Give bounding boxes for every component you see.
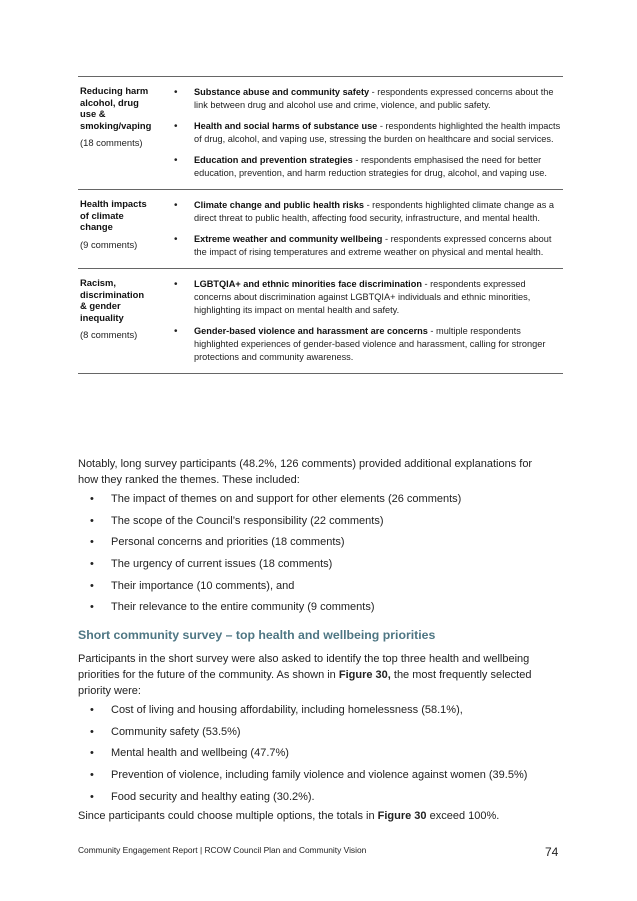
closing-paragraph [78,808,548,824]
theme-cell [78,190,158,268]
section-heading: Short community survey – top health and wellbeing priorities [78,628,436,642]
bullet-icon: • [90,601,94,614]
list-item-text: Prevention of violence, including family violence and violence against women (39.5%) [111,769,528,782]
list-item [90,745,550,761]
bullet-description: - respondents highlighted the health impacts of drug, alcohol, and vaping use, stressing the burden on healthcare and social services. [194,121,561,144]
theme-name-line: use & [80,108,106,119]
theme-name-line: smoking/vaping [80,119,152,131]
list-item-text: Food security and healthy eating (30.2%). [111,790,315,803]
figure-reference: Figure 30, [338,669,391,681]
paragraph-text: exceed 100%. [426,810,500,822]
theme-details [158,269,563,373]
list-item-text: Personal concerns and priorities (18 comments) [111,536,345,549]
list-item [90,599,550,615]
list-item [174,325,563,364]
list-item [90,491,550,507]
paragraph-text: the most frequently selected priority were: [78,669,532,697]
reasons-list [90,491,550,621]
bullet-icon: • [174,121,178,132]
list-item [90,556,550,572]
theme-name-line: & gender [80,300,121,311]
theme-comment-count: (9 comments) [80,238,138,250]
list-item [90,534,550,550]
theme-details [158,190,563,268]
paragraph-text: Participants in the short survey were also asked to identify the top three health and wellbeing priorities for the future of the community. As shown in [78,653,530,681]
bullet-icon: • [90,790,94,803]
bullet-icon: • [174,87,178,98]
list-item [90,578,550,594]
list-item-text: The impact of themes on and support for other elements (26 comments) [111,493,462,505]
priorities-list [90,702,550,810]
intro-paragraph: Notably, long survey participants (48.2%, 126 comments) provided additional explanations for how they ranked the themes. These included: [78,458,533,486]
theme-name-line: discrimination [80,288,145,300]
bullet-description: - respondents expressed concerns about the impact of rising temperatures and extreme weather on physical and mental health. [194,234,552,257]
list-item-text: The urgency of current issues (18 comments) [111,558,333,571]
theme-name-line: inequality [80,311,124,323]
themes-table [78,76,563,374]
list-item-text: Their relevance to the entire community (9 comments) [111,601,375,614]
theme-name-line: Racism, [80,277,116,288]
bullet-icon: • [90,769,94,782]
theme-details [158,77,563,189]
footer-text: Community Engagement Report | RCOW Council Plan and Community Vision [78,845,367,855]
theme-name-line: of climate [80,209,124,221]
bullet-icon: • [90,579,94,592]
list-item-text: Community safety (53.5%) [111,725,241,738]
list-item [174,199,563,225]
bullet-icon: • [174,234,178,245]
theme-comment-count: (18 comments) [80,137,143,148]
paragraph-text: Since participants could choose multiple options, the totals in [78,810,378,822]
bullet-heading: Substance abuse and community safety [194,87,370,97]
list-item [90,789,550,805]
list-item [90,513,550,529]
bullet-description: - multiple respondents highlighted experiences of gender-based violence and harassment, calling for stronger protections and community awareness. [194,326,546,362]
bullet-icon: • [90,725,94,738]
bullet-icon: • [90,536,94,549]
theme-name-line: alcohol, drug [80,96,139,108]
bullet-icon: • [174,326,178,337]
bullet-heading: Gender-based violence and harassment are concerns [194,326,428,336]
bullet-description: - respondents expressed concerns about discrimination against LGBTQIA+ individuals and ethnic minorities, highlighting its impact on mental health and safety. [194,279,531,315]
list-item [90,702,550,718]
bullet-description: - respondents highlighted climate change as a direct threat to public health, affecting food security, infrastructure, and mental health. [194,200,555,223]
list-item-text: Mental health and wellbeing (47.7%) [111,747,289,760]
bullet-icon: • [174,155,178,166]
list-item [174,120,563,146]
theme-name-line: Reducing harm [80,85,149,96]
list-item-text: The scope of the Council’s responsibility (22 comments) [111,514,384,527]
table-row [78,190,563,269]
table-row [78,269,563,374]
figure-reference: Figure 30 [377,810,427,822]
bullet-heading: Education and prevention strategies [194,155,353,165]
list-item [174,233,563,259]
bullet-heading: Climate change and public health risks [194,200,365,210]
bullet-heading: LGBTQIA+ and ethnic minorities face discrimination [194,279,422,289]
bullet-icon: • [90,747,94,760]
bullet-heading: Extreme weather and community wellbeing [194,234,383,244]
short-survey-paragraph [78,651,548,699]
bullet-icon: • [90,704,94,716]
list-item [174,154,563,180]
theme-cell [78,77,158,189]
bullet-icon: • [174,279,178,290]
list-item [90,767,550,783]
bullet-icon: • [90,514,94,527]
list-item [174,278,563,317]
bullet-heading: Health and social harms of substance use [194,121,378,131]
list-item-text: Their importance (10 comments), and [111,579,295,592]
theme-name-line: change [80,221,113,232]
bullet-description: - respondents emphasised the need for better education, prevention, and harm reduction strategies for drug, alcohol, and vaping use. [194,155,547,178]
theme-cell [78,269,158,373]
theme-comment-count: (8 comments) [80,329,138,340]
list-item-text: Cost of living and housing affordability, including homelessness (58.1%), [111,704,463,716]
bullet-icon: • [90,493,94,505]
list-item [174,86,563,112]
bullet-description: - respondents expressed concerns about the link between drug and alcohol use and crime, violence, and public safety. [194,87,554,110]
list-item [90,724,550,740]
theme-name-line: Health impacts [80,198,147,209]
table-row [78,77,563,190]
page-number: 74 [545,845,559,859]
bullet-icon: • [174,200,178,211]
bullet-icon: • [90,558,94,571]
